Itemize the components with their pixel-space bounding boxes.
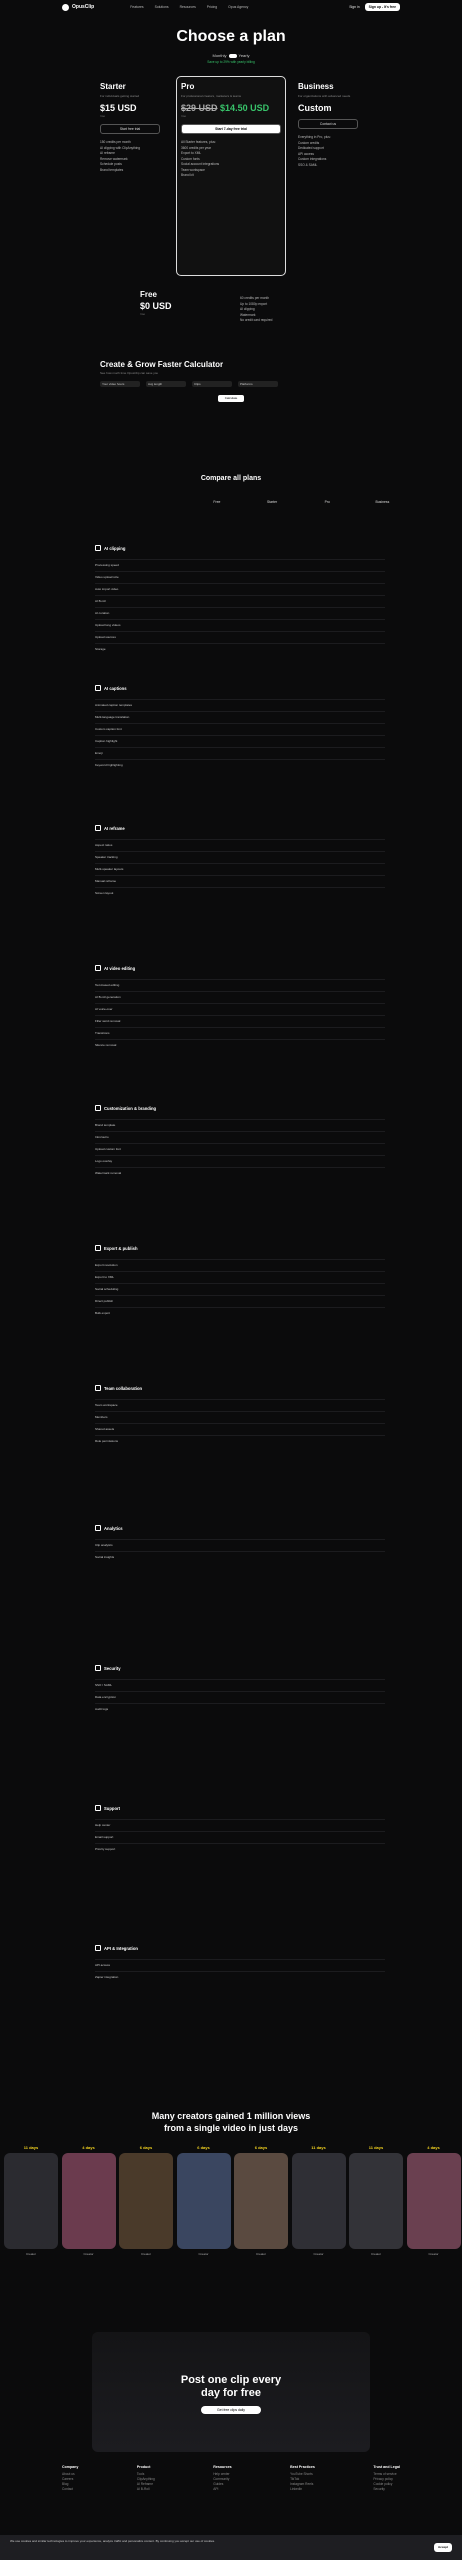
creator-thumbnail <box>407 2153 461 2249</box>
signup-button[interactable]: Sign up - It's free <box>365 3 400 11</box>
section-heading: Security <box>95 1665 121 1671</box>
table-row <box>95 1679 385 1691</box>
table-row <box>95 1539 385 1551</box>
creator-card[interactable]: 4 days Creator <box>62 2145 116 2256</box>
row-label: AI curation <box>95 611 110 615</box>
cookie-banner: We use cookies and similar technologies to improve your experience, analyze traffic and personalize content. By continuing you accept our use of cookies. Accept <box>0 2535 462 2560</box>
table-row <box>95 723 385 735</box>
row-label: Upload long videos <box>95 623 121 627</box>
row-label: Social insights <box>95 1555 115 1559</box>
menu-features[interactable]: Features <box>130 5 144 9</box>
row-label: Custom caption font <box>95 727 122 731</box>
creator-card[interactable]: 11 days Creator <box>4 2145 58 2256</box>
row-label: Keyword highlighting <box>95 763 123 767</box>
row-label: Caption highlight <box>95 739 118 743</box>
table-row <box>95 887 385 899</box>
table-row <box>95 735 385 747</box>
table-row <box>95 1015 385 1027</box>
table-row <box>95 1295 385 1307</box>
section-heading: AI video editing <box>95 965 135 971</box>
creator-thumbnail <box>119 2153 173 2249</box>
table-row <box>95 571 385 583</box>
row-label: Auto import video <box>95 587 119 591</box>
table-row <box>95 1039 385 1051</box>
table-row <box>95 643 385 655</box>
creator-card[interactable]: 6 days Creator <box>234 2145 288 2256</box>
table-row <box>95 559 385 571</box>
signin-link[interactable]: Sign in <box>349 5 360 9</box>
row-label: Data encryption <box>95 1695 117 1699</box>
table-row <box>95 991 385 1003</box>
table-row <box>95 1131 385 1143</box>
menu-agency[interactable]: Opus Agency <box>228 5 249 9</box>
creator-thumbnail <box>62 2153 116 2249</box>
table-row <box>95 759 385 771</box>
section-heading: Customization & branding <box>95 1105 156 1111</box>
table-row <box>95 595 385 607</box>
toggle-switch[interactable] <box>229 54 237 59</box>
compare-header: Free Starter Pro Business <box>213 500 390 504</box>
row-label: Multi-speaker layouts <box>95 867 124 871</box>
cta-section: Post one clip every day for free Get free clips daily <box>92 2332 370 2452</box>
table-row <box>95 875 385 887</box>
section-heading: AI reframe <box>95 825 125 831</box>
creator-thumbnail <box>234 2153 288 2249</box>
plan-pro: Pro For professional creators, marketers & teams $29 USD $14.50 USD /mo Start 7-day free trial All Starter features, plus: 3600 credits per year Export to XML Custom fonts Social account integrations Team workspace Brand kit <box>181 82 281 179</box>
row-label: Direct publish <box>95 1299 114 1303</box>
table-row <box>95 1423 385 1435</box>
table-row <box>95 711 385 723</box>
table-row <box>95 851 385 863</box>
table-row <box>95 1399 385 1411</box>
row-label: Brand template <box>95 1123 116 1127</box>
footer <box>62 2465 400 2492</box>
calculator: Create & Grow Faster Calculator See how much time OpusClip can save you Your video hours Avg length Clips Platforms Calculate <box>100 360 362 402</box>
row-label: Upload sources <box>95 635 116 639</box>
creator-card[interactable]: 11 days Creator <box>349 2145 403 2256</box>
row-label: Priority support <box>95 1847 116 1851</box>
starter-cta[interactable]: Start free trial <box>100 124 160 134</box>
table-row <box>95 1027 385 1039</box>
free-clips-button[interactable]: Get free clips daily <box>201 2406 261 2414</box>
section-heading: Team collaboration <box>95 1385 142 1391</box>
row-label: Upload custom font <box>95 1147 121 1151</box>
row-label: Silence removal <box>95 1043 117 1047</box>
calc-field-hours[interactable]: Your video hours <box>100 381 140 387</box>
section-heading: Support <box>95 1805 120 1811</box>
menu-solutions[interactable]: Solutions <box>154 5 169 9</box>
row-label: AI voice-over <box>95 1007 113 1011</box>
plan-starter: Starter For individuals getting started $15 USD /mo Start free trial 150 credits per month AI clipping with ClipAnything AI reframe Remove watermark Schedule posts Brand templates <box>100 82 206 173</box>
table-row <box>95 839 385 851</box>
row-label: Export to XML <box>95 1275 115 1279</box>
table-row <box>95 1551 385 1563</box>
row-label: Bulk export <box>95 1311 111 1315</box>
menu-pricing[interactable]: Pricing <box>206 5 218 9</box>
row-label: Manual reframe <box>95 879 117 883</box>
table-row <box>95 1959 385 1971</box>
table-row <box>95 1703 385 1715</box>
row-label: Filler word removal <box>95 1019 121 1023</box>
table-row <box>95 607 385 619</box>
row-label: Email support <box>95 1835 114 1839</box>
cookie-accept-button[interactable]: Accept <box>434 2543 452 2552</box>
plan-free: Free $0 USD /mo 60 credits per month Up to 1080p export AI clipping Watermark No credit card required <box>140 290 273 322</box>
section-heading: Export & publish <box>95 1245 138 1251</box>
creator-card[interactable]: 11 days Creator <box>292 2145 346 2256</box>
row-label: Video upload size <box>95 575 119 579</box>
table-row <box>95 1271 385 1283</box>
row-label: Intro/outro <box>95 1135 109 1139</box>
row-label: Social scheduling <box>95 1287 119 1291</box>
table-row <box>95 1819 385 1831</box>
row-label: AI B-roll generation <box>95 995 121 999</box>
row-label: Multi-language translation <box>95 715 130 719</box>
main-menu <box>130 5 248 9</box>
creator-thumbnail <box>4 2153 58 2249</box>
table-row <box>95 631 385 643</box>
billing-toggle[interactable]: Monthly Yearly <box>212 53 250 58</box>
row-label: Processing speed <box>95 563 119 567</box>
business-cta[interactable]: Contact us <box>298 119 358 129</box>
section-heading: Analytics <box>95 1525 123 1531</box>
calculate-button[interactable]: Calculate <box>218 395 244 402</box>
row-label: Help center <box>95 1823 111 1827</box>
table-row <box>95 1003 385 1015</box>
table-row <box>95 1411 385 1423</box>
row-label: Watermark removal <box>95 1171 122 1175</box>
row-label: Screen layout <box>95 891 114 895</box>
table-row <box>95 1971 385 1983</box>
row-label: SSO / SAML <box>95 1683 113 1687</box>
table-row <box>95 1831 385 1843</box>
row-label: Zapier integration <box>95 1975 119 1979</box>
row-label: Storage <box>95 647 106 651</box>
page-title: Choose a plan <box>176 28 286 45</box>
creator-card[interactable]: 4 days Creator <box>407 2145 461 2256</box>
footer-col: Company About us Careers Blog Contact <box>62 2465 79 2491</box>
row-label: Text-based editing <box>95 983 120 987</box>
row-label: Export resolution <box>95 1263 118 1267</box>
row-label: Members <box>95 1415 108 1419</box>
creator-thumbnail <box>177 2153 231 2249</box>
table-row <box>95 619 385 631</box>
row-label: Animated caption templates <box>95 703 133 707</box>
table-row <box>95 747 385 759</box>
table-row <box>95 583 385 595</box>
table-row <box>95 1283 385 1295</box>
table-row <box>95 1119 385 1131</box>
logo-icon <box>62 4 69 11</box>
brand-logo[interactable]: OpusClip <box>62 4 94 11</box>
row-label: Aspect ratios <box>95 843 113 847</box>
table-row <box>95 1435 385 1447</box>
section-heading: API & Integration <box>95 1945 138 1951</box>
calc-field-clips[interactable]: Clips <box>192 381 232 387</box>
creator-thumbnail <box>292 2153 346 2249</box>
creator-card[interactable]: 6 days Creator <box>119 2145 173 2256</box>
table-row <box>95 1155 385 1167</box>
social-headline: Many creators gained 1 million views from a single video in just days <box>151 2111 311 2133</box>
row-label: Role permissions <box>95 1439 119 1443</box>
compare-title: Compare all plans <box>200 475 262 482</box>
section-heading: AI captions <box>95 685 127 691</box>
calc-field-length[interactable]: Avg length <box>146 381 186 387</box>
table-row <box>95 1167 385 1179</box>
section-heading: AI clipping <box>95 545 125 551</box>
calc-field-platforms[interactable]: Platforms <box>238 381 278 387</box>
row-label: Audit logs <box>95 1707 109 1711</box>
row-label: Team workspace <box>95 1403 118 1407</box>
row-label: Emoji <box>95 751 103 755</box>
menu-resources[interactable]: Resources <box>179 5 196 9</box>
row-label: Speaker tracking <box>95 855 118 859</box>
table-row <box>95 1307 385 1319</box>
footer-col: Product Tools ClipAnything AI Reframe AI B-Roll <box>136 2465 155 2491</box>
table-row <box>95 863 385 875</box>
row-label: API access <box>95 1963 111 1967</box>
row-label: Transitions <box>95 1031 110 1035</box>
row-label: Logo overlay <box>95 1159 113 1163</box>
table-row <box>95 1843 385 1855</box>
save-note: Save up to 29% with yearly billing <box>207 60 255 64</box>
row-label: AI B-roll <box>95 599 106 603</box>
footer-col: Best Practices YouTube Shorts TikTok Instagram Reels LinkedIn <box>290 2465 315 2491</box>
creator-thumbnail <box>349 2153 403 2249</box>
table-row <box>95 1143 385 1155</box>
row-label: Shared assets <box>95 1427 115 1431</box>
table-row <box>95 699 385 711</box>
row-label: Clip analytics <box>95 1543 113 1547</box>
creator-card[interactable]: 6 days Creator <box>177 2145 231 2256</box>
top-nav <box>0 0 462 14</box>
plan-business: Business For organizations with advanced needs Custom Contact us Everything in Pro, plus: Custom credits Dedicated support API access Custom integrations SSO & SAML <box>298 82 404 168</box>
table-row <box>95 1691 385 1703</box>
footer-col: Resources Help center Community Guides API <box>213 2465 232 2491</box>
table-row <box>95 1259 385 1271</box>
footer-col: Trust and Legal Terms of service Privacy policy Cookie policy Security <box>373 2465 400 2491</box>
pro-cta[interactable]: Start 7-day free trial <box>181 124 281 134</box>
table-row <box>95 979 385 991</box>
